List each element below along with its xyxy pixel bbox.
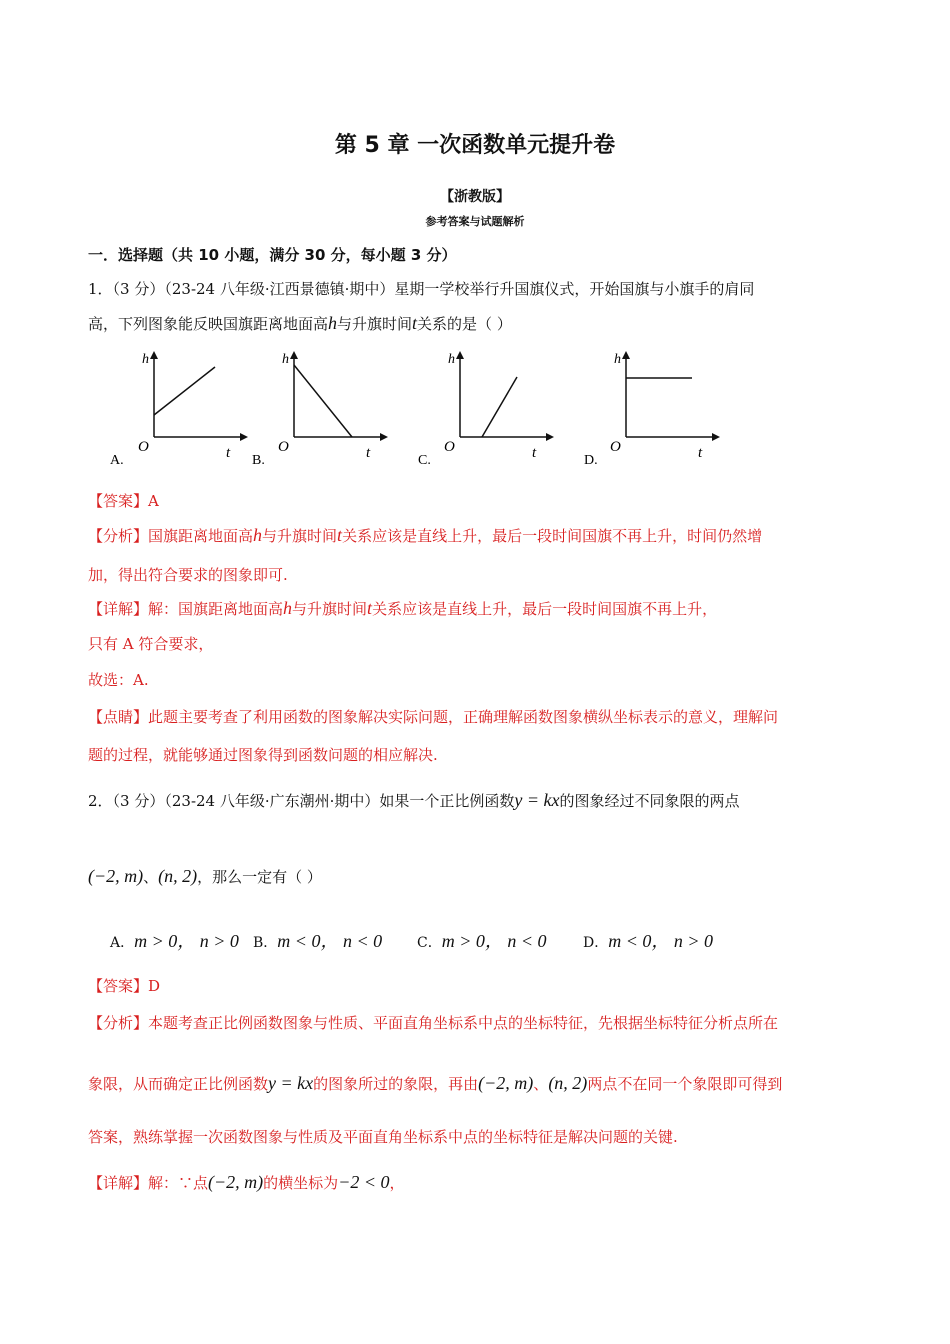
option-label-c: C. [418,453,431,465]
q2-option-c[interactable]: C．m > 0， n < 0 [417,931,547,951]
graph-option-d[interactable] [582,345,732,465]
graph-option-c[interactable] [416,345,566,465]
x-axis-arrow-icon [240,433,248,441]
q1-analysis-line1: 【分析】国旗距离地面高h与升旗时间t关系应该是直线上升，最后一段时间国旗不再上升，时间仍然增 [88,525,763,545]
q2-answer: 【答案】D [88,977,161,995]
q2-option-d[interactable]: D．m < 0， n > 0 [583,931,714,951]
graph-line [482,377,517,437]
option-label-a: A. [110,453,124,465]
q1-analysis-line2: 加，得出符合要求的图象即可. [88,566,288,584]
origin-label: O [610,439,621,455]
q2-analysis-line1: 【分析】本题考查正比例函数图象与性质、平面直角坐标系中点的坐标特征，先根据坐标特征分析点所在 [88,1014,779,1032]
axis-label-t: t [532,445,537,461]
graph-line [294,365,352,437]
x-axis-arrow-icon [712,433,720,441]
page-title: 第 5 章 一次函数单元提升卷 [334,133,616,158]
section-heading: 一．选择题（共 10 小题，满分 30 分，每小题 3 分） [88,246,457,264]
graph-line [154,367,215,415]
edition-label: 【浙教版】 [440,189,510,205]
axis-label-t: t [366,445,371,461]
y-axis-arrow-icon [150,351,158,359]
q1-detail-line2: 只有 A 符合要求， [88,635,214,653]
q2-stem-line2: (−2, m)、(n, 2)，那么一定有（ ） [88,866,322,886]
option-label-d: D. [584,453,598,465]
axis-label-h: h [448,352,455,367]
q2-analysis-line2: 象限，从而确定正比例函数y = kx的图象所过的象限，再由(−2, m)、(n, 2)两点不在同一个象限即可得到 [88,1073,783,1093]
q2-option-b[interactable]: B．m < 0， n < 0 [253,931,383,951]
q1-detail-line1: 【详解】解：国旗距离地面高h与升旗时间t关系应该是直线上升，最后一段时间国旗不再上升， [88,598,718,618]
origin-label: O [138,439,149,455]
q2-stem-line1: 2．（3 分）（23-24 八年级·广东潮州·期中）如果一个正比例函数y = kx的图象经过不同象限的两点 [88,790,740,810]
axis-label-t: t [226,445,231,461]
origin-label: O [278,439,289,455]
q1-answer: 【答案】A [88,492,159,510]
q1-comment-line1: 【点睛】此题主要考查了利用函数的图象解决实际问题，正确理解函数图象横纵坐标表示的意义，理解问 [88,708,779,726]
graph-option-b[interactable] [250,345,400,465]
axis-label-h: h [282,352,289,367]
q2-analysis-line3: 答案，熟练掌握一次函数图象与性质及平面直角坐标系中点的坐标特征是解决问题的关键. [88,1128,678,1146]
y-axis-arrow-icon [622,351,630,359]
q1-comment-line2: 题的过程，就能够通过图象得到函数问题的相应解决. [88,746,438,764]
graph-option-a[interactable] [110,345,260,465]
x-axis-arrow-icon [546,433,554,441]
q2-detail-line1: 【详解】解：∵点(−2, m)的横坐标为−2 < 0， [88,1172,405,1192]
q1-stem-line1: 1．（3 分）（23-24 八年级·江西景德镇·期中）星期一学校举行升国旗仪式，开始国旗与小旗手的肩同 [88,280,755,298]
x-axis-arrow-icon [380,433,388,441]
option-label-b: B. [252,453,265,465]
subtitle: 参考答案与试题解析 [425,215,525,228]
axis-label-t: t [698,445,703,461]
y-axis-arrow-icon [290,351,298,359]
q2-option-a[interactable]: A．m > 0， n > 0 [110,931,239,951]
axis-label-h: h [614,352,621,367]
q1-stem-line2: 高，下列图象能反映国旗距离地面高h与升旗时间t关系的是（ ） [88,313,512,333]
origin-label: O [444,439,455,455]
y-axis-arrow-icon [456,351,464,359]
q1-detail-line3: 故选：A. [88,671,149,689]
axis-label-h: h [142,352,149,367]
